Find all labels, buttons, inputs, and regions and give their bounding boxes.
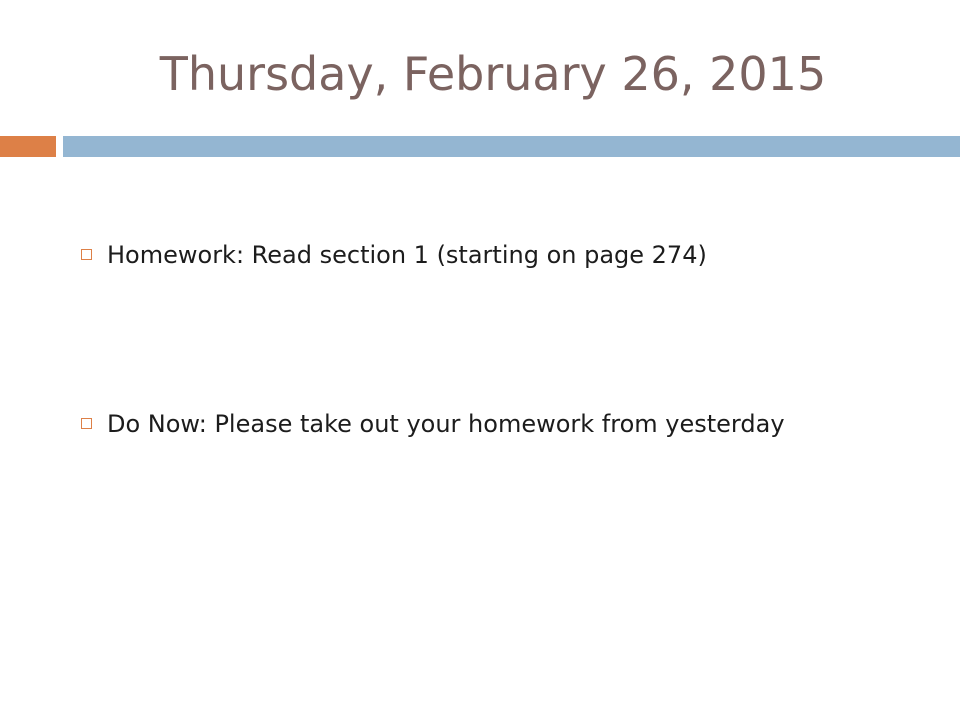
slide-title: Thursday, February 26, 2015 — [159, 47, 827, 101]
bullet-text: Homework: Read section 1 (starting on page 274) — [107, 241, 707, 269]
bullet-item-do-now — [80, 403, 880, 446]
hollow-square-bullet-icon — [81, 249, 92, 260]
bullet-text: Do Now: Please take out your homework from yesterday — [107, 410, 785, 438]
hollow-square-bullet-icon — [81, 418, 92, 429]
bullet-item-homework — [80, 234, 880, 277]
